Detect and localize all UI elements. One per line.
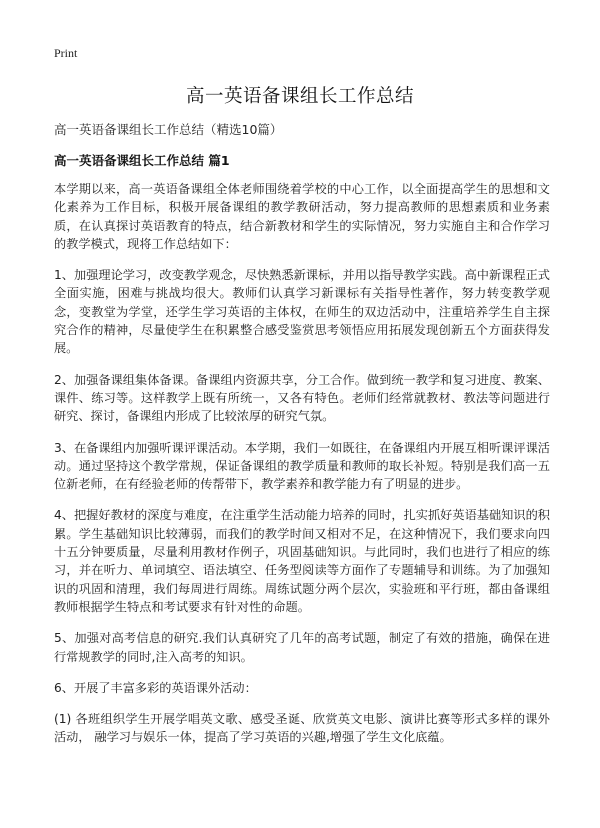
document-body [54, 180, 550, 760]
paragraph-item-2: 2、加强备课组集体备课。备课组内资源共享，分工合作。做到统一教学和复习进度、教案、课件、练习等。这样教学上既有所统一，又各有特色。老师们经常就教材、教法等问题进行研究、探讨，备课组内形成了比较浓厚的研究气氛。 [54, 372, 550, 424]
intro-paragraph: 本学期以来，高一英语备课组全体老师围绕着学校的中心工作，以全面提高学生的思想和文化素养为工作目标，积极开展备课组的教学教研活动，努力提高教师的思想素质和业务素质，在认真探讨英语教育的特点，结合新教材和学生的实际情况，努力实施自主和合作学习的教学模式，现将工作总结如下： [54, 182, 550, 251]
section-heading: 高一英语备课组长工作总结 篇1 [54, 153, 230, 168]
print-label: Print [54, 46, 78, 60]
paragraph-item-6-1: (1) 各班组织学生开展学唱英文歌、感受圣诞、欣赏英文电影、演讲比赛等形式多样的课外活动， 融学习与娱乐一体，提高了学习英语的兴趣,增强了学生文化底蕴。 [54, 712, 550, 745]
paragraph-item-5: 5、加强对高考信息的研究.我们认真研究了几年的高考试题，制定了有效的措施，确保在进行常规教学的同时,注入高考的知识。 [54, 631, 550, 664]
paragraph-item-3: 3、在备课组内加强听课评课活动。本学期，我们一如既往，在备课组内开展互相听课评课活动。通过坚持这个教学常规，保证备课组的教学质量和教师的取长补短。特别是我们高一五位新老师，在有经验老师的传帮带下，教学素养和教学能力有了明显的进步。 [54, 440, 550, 492]
paragraph-item-4: 4、把握好教材的深度与难度，在注重学生活动能力培养的同时，扎实抓好英语基础知识的积累。学生基础知识比较薄弱，而我们的教学时间又相对不足，在这种情况下，我们要求向四十五分钟要质量，尽量利用教材作例子，巩固基础知识。与此同时，我们也进行了相应的练习，并在听力、单词填空、语法填空、任务型阅读等方面作了专题辅导和训练。为了加强知识的巩固和清理，我们每周进行周练。周练试题分两个层次，实验班和平行班，都由备课组教师根据学生特点和考试要求有针对性的命题。 [54, 508, 550, 614]
paragraph-item-1: 1、加强理论学习，改变教学观念，尽快熟悉新课标，并用以指导教学实践。高中新课程正式全面实施，困难与挑战均很大。教师们认真学习新课标有关指导性著作，努力转变教学观念，变教堂为学堂，还学生学习英语的主体权，在师生的双边活动中，注重培养学生自主探究合作的精神，尽量使学生在积累整合感受鉴赏思考领悟应用拓展发现创新五个方面获得发展。 [54, 268, 550, 356]
document-title: 高一英语备课组长工作总结 [185, 86, 414, 107]
paragraph-item-6: 6、开展了丰富多彩的英语课外活动： [54, 680, 257, 695]
document-subtitle: 高一英语备课组长工作总结（精选10篇） [54, 122, 283, 137]
